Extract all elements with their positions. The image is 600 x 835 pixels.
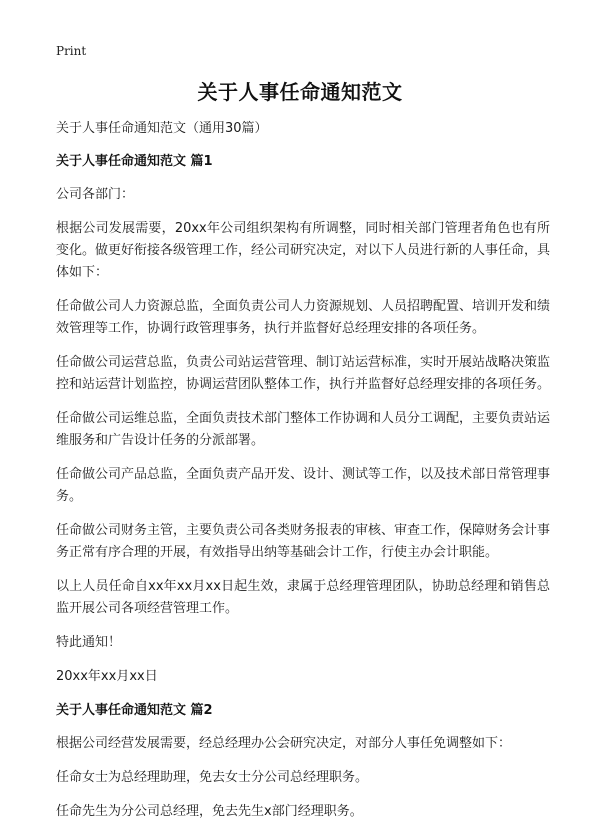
paragraph: 公司各部门： [56, 187, 135, 202]
paragraph: 任命做公司产品总监，全面负责产品开发、设计、测试等工作，以及技术部日常管理事务。 [56, 467, 551, 504]
paragraph: 任命女士为总经理助理，免去女士分公司总经理职务。 [56, 770, 369, 785]
paragraph: 任命做公司人力资源总监，全面负责公司人力资源规划、人员招聘配置、培训开发和绩效管理等工作，协调行政管理事务，执行并监督好总经理安排的各项任务。 [56, 299, 551, 336]
document-subtitle: 关于人事任命通知范文（通用30篇） [56, 121, 268, 136]
closing-notice: 特此通知！ [56, 635, 122, 650]
paragraph: 任命做公司财务主管，主要负责公司各类财务报表的审核、审查工作，保障财务会计事务正常有序合理的开展，有效指导出纳等基础会计工作，行使主办会计职能。 [56, 523, 551, 560]
paragraph: 任命做公司运维总监，全面负责技术部门整体工作协调和人员分工调配，主要负责站运维服务和广告设计任务的分派部署。 [56, 411, 551, 448]
print-label: Print [56, 44, 87, 58]
paragraph: 以上人员任命自xx年xx月xx日起生效，隶属于总经理管理团队，协助总经理和销售总监开展公司各项经营管理工作。 [56, 579, 550, 616]
page-title: 关于人事任命通知范文 [197, 80, 403, 104]
section-heading-2: 关于人事任命通知范文 篇2 [56, 703, 213, 718]
document-date: 20xx年xx月xx日 [56, 669, 158, 684]
paragraph: 根据公司经营发展需要，经总经理办公会研究决定，对部分人事任免调整如下： [56, 736, 512, 751]
paragraph: 任命做公司运营总监，负责公司站运营管理、制订站运营标准，实时开展站战略决策监控和站运营计划监控，协调运营团队整体工作，执行并监督好总经理安排的各项任务。 [56, 355, 551, 392]
paragraph: 根据公司发展需要，20xx年公司组织架构有所调整，同时相关部门管理者角色也有所变化。做更好衔接各级管理工作，经公司研究决定，对以下人员进行新的人事任命，具体如下： [56, 221, 551, 280]
paragraph: 任命先生为分公司总经理，免去先生x部门经理职务。 [56, 804, 363, 819]
document-body [56, 118, 550, 835]
section-heading-1: 关于人事任命通知范文 篇1 [56, 154, 213, 169]
